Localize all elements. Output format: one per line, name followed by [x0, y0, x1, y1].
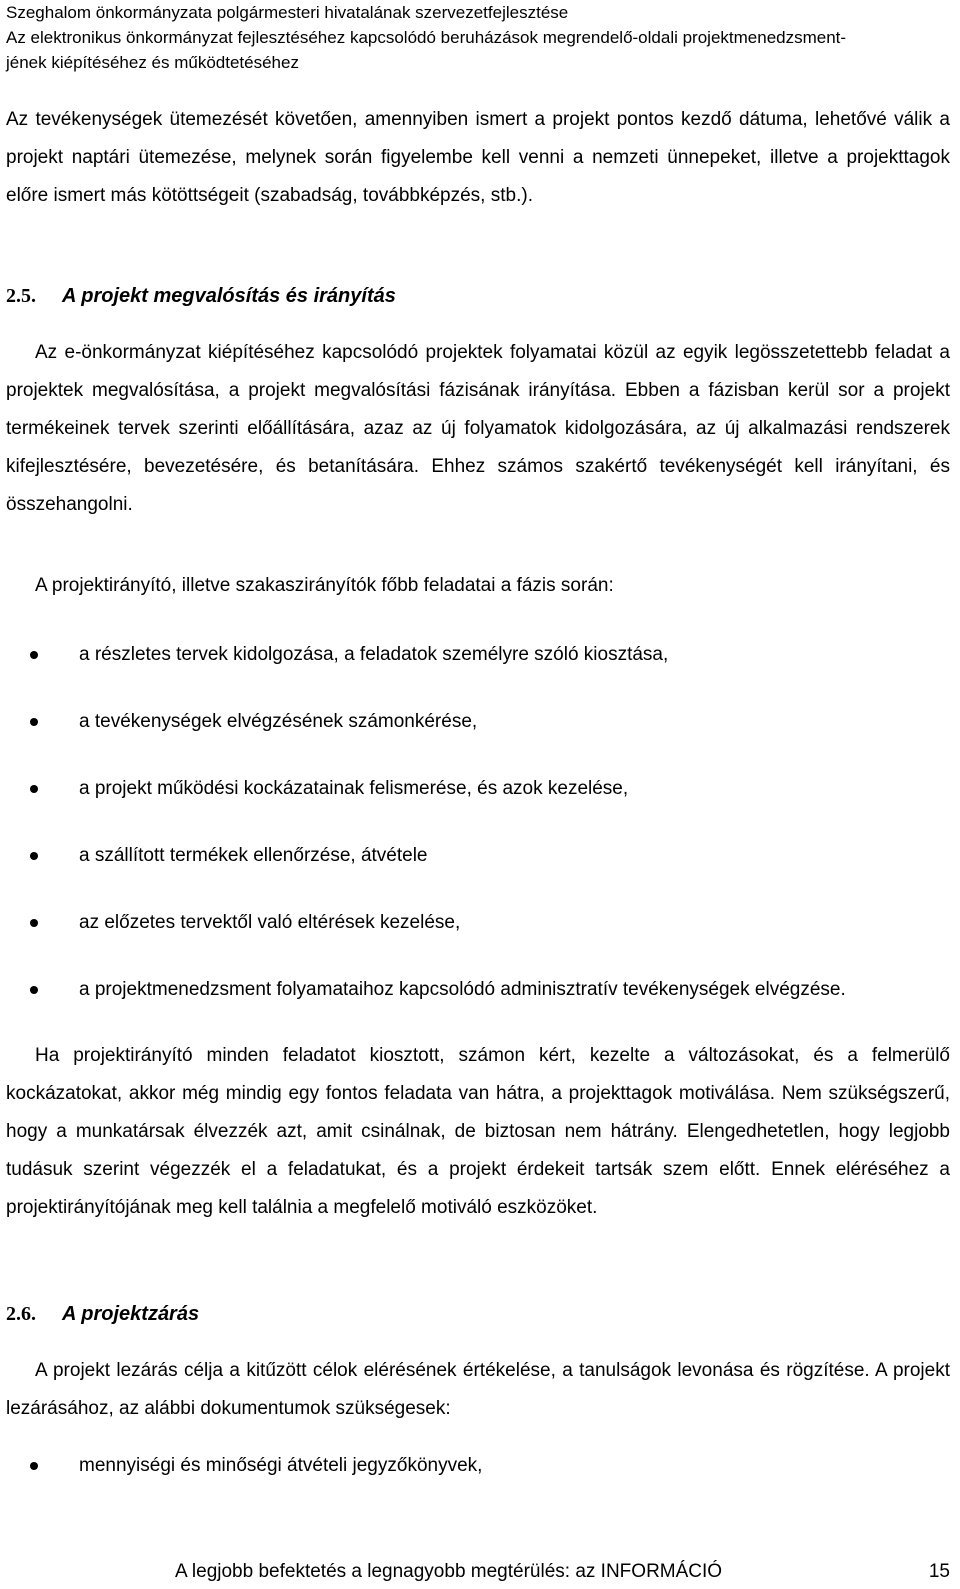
section-number: 2.6.: [6, 1303, 36, 1325]
section-heading-2-6: [6, 1303, 199, 1326]
header-line-3: jének kiépítéséhez és működtetéséhez: [6, 53, 299, 72]
section-title: A projektzárás: [62, 1303, 200, 1325]
section-heading-2-5: [6, 285, 396, 308]
page-header: [6, 0, 950, 75]
header-line-2: Az elektronikus önkormányzat fejlesztéséhez kapcsolódó beruházások megrendelő-oldali projektmenedzsment-: [6, 28, 847, 47]
list-intro: A projektirányító, illetve szakaszirányítók főbb feladatai a fázis során:: [35, 575, 614, 596]
page-number: 15: [928, 1561, 950, 1582]
footer-text: A legjobb befektetés a legnagyobb megtérülés: az INFORMÁCIÓ: [175, 1561, 723, 1582]
section-2-5-paragraph-1: Az e-önkormányzat kiépítéséhez kapcsolódó projektek folyamatai közül az egyik legösszetettebb feladat a projektek megvalósítása, a projekt megvalósítási fázisának irányítása. Ebben a fázisban kerül sor a projekt termékeinek tervek szerinti előállítására, azaz az új folyamatok kidolgozására, az új alkalmazási rendszerek kifejlesztésére, bevezetésére, és betanítására. Ehhez számos szakértő tevékenységét kell irányítani, és összehangolni.: [6, 342, 950, 515]
bullet-icon: [30, 1462, 38, 1470]
bullet-icon: [30, 986, 38, 994]
header-line-1: Szeghalom önkormányzata polgármesteri hivatalának szervezetfejlesztése: [6, 3, 569, 22]
bullet-icon: [30, 785, 38, 793]
section-2-6-paragraph-1: A projekt lezárás célja a kitűzött célok elérésének értékelése, a tanulságok levonása és rögzítése. A projekt lezárásához, az alábbi dokumentumok szükségesek:: [6, 1360, 950, 1419]
bullet-icon: [30, 852, 38, 860]
section-title: A projekt megvalósítás és irányítás: [62, 285, 396, 307]
intro-paragraph: Az tevékenységek ütemezését követően, amennyiben ismert a projekt pontos kezdő dátuma, lehetővé válik a projekt naptári ütemezése, melynek során figyelembe kell venni a nemzeti ünnepeket, illetve a projekttagok előre ismert más kötöttségeit (szabadság, továbbképzés, stb.).: [6, 109, 950, 206]
bullet-icon: [30, 919, 38, 927]
bullet-icon: [30, 651, 38, 659]
section-number: 2.5.: [6, 285, 36, 307]
section-2-5-paragraph-2: Ha projektirányító minden feladatot kiosztott, számon kért, kezelte a változásokat, és a felmerülő kockázatokat, akkor még mindig egy fontos feladata van hátra, a projekttagok motiválása. Nem szükségszerű, hogy a munkatársak élvezzék azt, amit csinálnak, de biztosan nem hátrány. Elengedhetetlen, hogy legjobb tudásuk szerint végezzék el a feladatukat, és a projekt érdekeit tartsák szem előtt. Ennek eléréséhez a projektirányítójának meg kell találnia a megfelelő motiváló eszközöket.: [6, 1045, 950, 1218]
bullet-icon: [30, 718, 38, 726]
